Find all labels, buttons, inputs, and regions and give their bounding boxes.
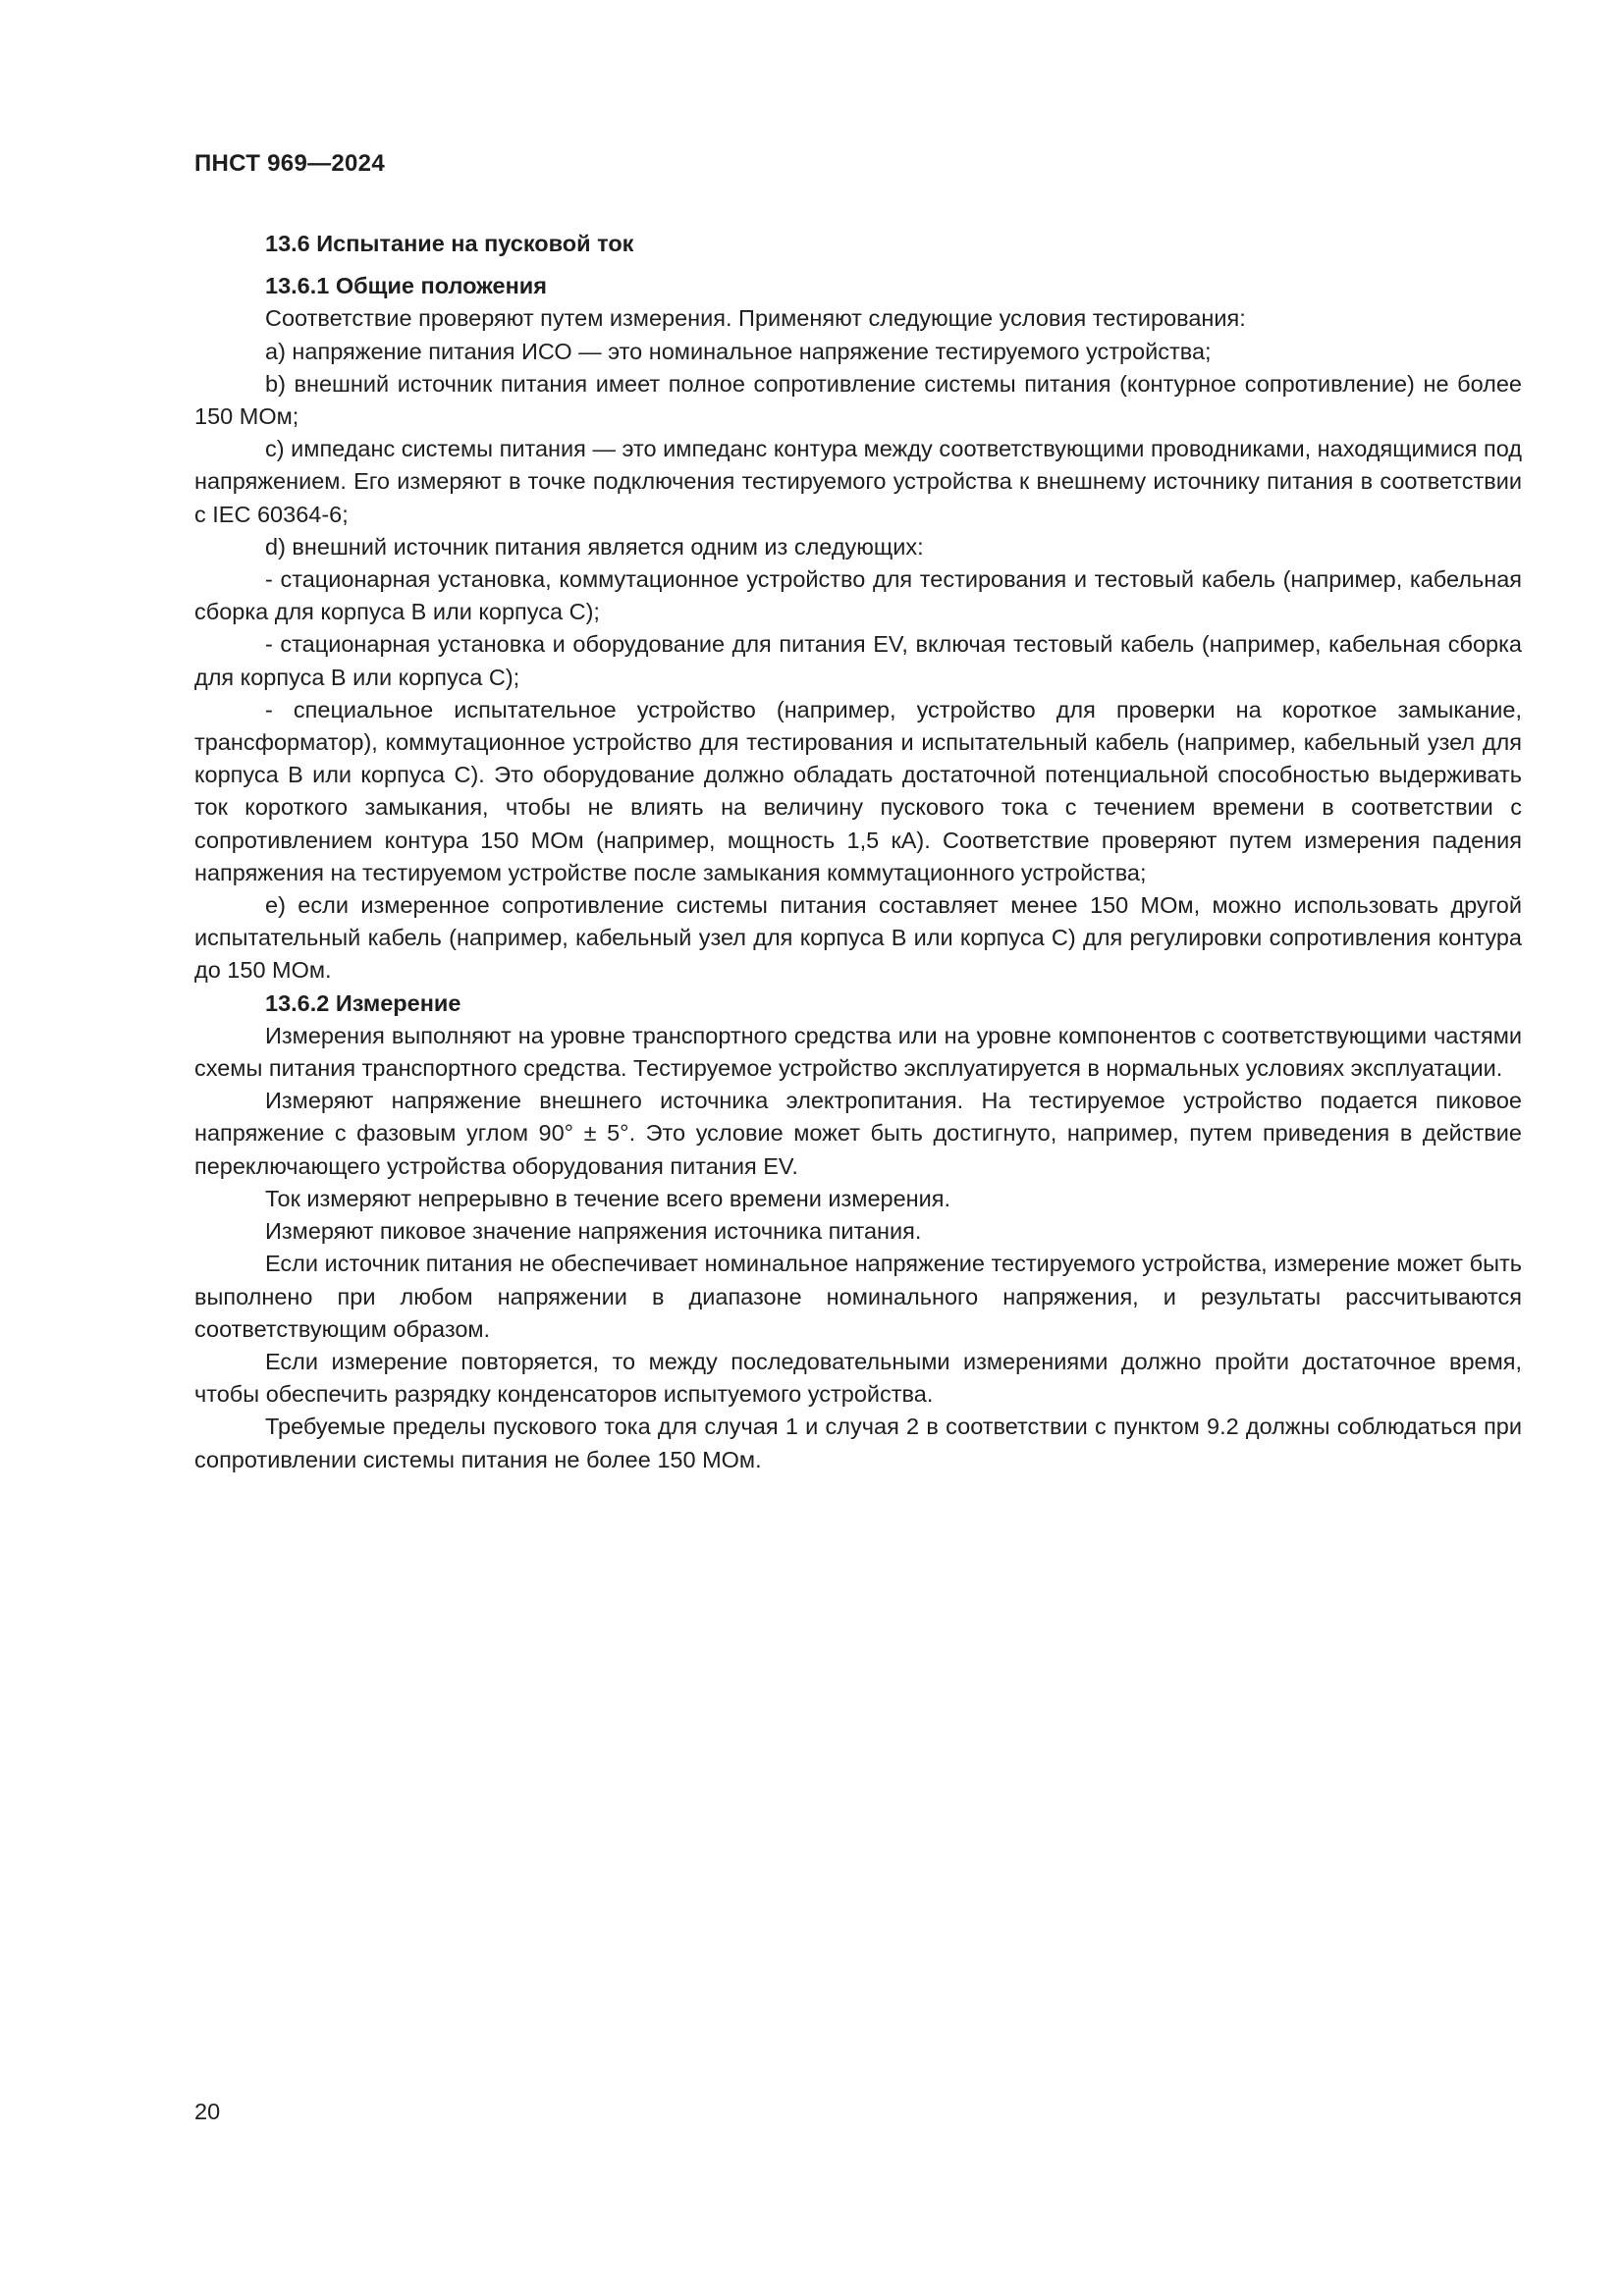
paragraph: Измерения выполняют на уровне транспортного средства или на уровне компонентов с соответствующими частями схемы питания транспортного средства. Тестируемое устройство эксплуатируется в нормальных условиях эксплуатации. <box>194 1022 1522 1082</box>
list-item-b: b) внешний источник питания имеет полное сопротивление системы питания (контурное сопротивление) не более 150 МОм; <box>194 370 1522 430</box>
paragraph: Если измерение повторяется, то между последовательными измерениями должно пройти достаточное время, чтобы обеспечить разрядку конденсаторов испытуемого устройства. <box>194 1348 1522 1408</box>
paragraph: Измеряют напряжение внешнего источника электропитания. На тестируемое устройство подается пиковое напряжение с фазовым углом 90° ± 5°. Это условие может быть достигнуто, например, путем приведения в действие переключающего устройства оборудования питания EV. <box>194 1088 1522 1179</box>
subsection-title-general: 13.6.1 Общие положения <box>265 273 547 299</box>
dash-item: - стационарная установка, коммутационное устройство для тестирования и тестовый кабель (например, кабельная сборка для корпуса В или корпуса С); <box>194 566 1522 625</box>
paragraph: Соответствие проверяют путем измерения. Применяют следующие условия тестирования: <box>265 305 1246 332</box>
document-id-header: ПНСТ 969—2024 <box>194 150 385 177</box>
page-number: 20 <box>194 2099 221 2124</box>
paragraph: Требуемые пределы пускового тока для случая 1 и случая 2 в соответствии с пунктом 9.2 должны соблюдаться при сопротивлении системы питания не более 150 МОм. <box>194 1414 1522 1472</box>
subsection-title-measurement: 13.6.2 Измерение <box>265 989 461 1016</box>
paragraph: Измеряют пиковое значение напряжения источника питания. <box>265 1218 922 1245</box>
paragraph: Ток измеряют непрерывно в течение всего времени измерения. <box>265 1185 951 1211</box>
list-item-a: a) напряжение питания ИСО — это номинальное напряжение тестируемого устройства; <box>265 338 1212 364</box>
list-item-d: d) внешний источник питания является одним из следующих: <box>265 533 924 560</box>
document-body <box>194 228 1522 1476</box>
dash-item: - специальное испытательное устройство (например, устройство для проверки на короткое замыкание, трансформатор), коммутационное устройство для тестирования и испытательный кабель (например, кабельный узел для корпуса В или корпуса С). Это оборудование должно обладать достаточной потенциальной способностью выдерживать ток короткого замыкания, чтобы не влиять на величину пускового тока с течением времени в соответствии с сопротивлением контура 150 МОм (например, мощность 1,5 кА). Соответствие проверяют путем измерения падения напряжения на тестируемом устройстве после замыкания коммутационного устройства; <box>194 696 1522 885</box>
list-item-c: c) импеданс системы питания — это импеданс контура между соответствующими проводниками, находящимися под напряжением. Его измеряют в точке подключения тестируемого устройства к внешнему источнику питания в соответствии с IEC 60364-6; <box>194 436 1522 527</box>
list-item-e: e) если измеренное сопротивление системы питания составляет менее 150 МОм, можно использовать другой испытательный кабель (например, кабельный узел для корпуса В или корпуса С) для регулировки сопротивления контура до 150 МОм. <box>194 892 1522 984</box>
paragraph: Если источник питания не обеспечивает номинальное напряжение тестируемого устройства, измерение может быть выполнено при любом напряжении в диапазоне номинального напряжения, и результаты рассчитываются соответствующим образом. <box>194 1251 1522 1342</box>
dash-item: - стационарная установка и оборудование для питания EV, включая тестовый кабель (например, кабельная сборка для корпуса В или корпуса С); <box>194 631 1522 690</box>
section-title: 13.6 Испытание на пусковой ток <box>265 231 634 256</box>
